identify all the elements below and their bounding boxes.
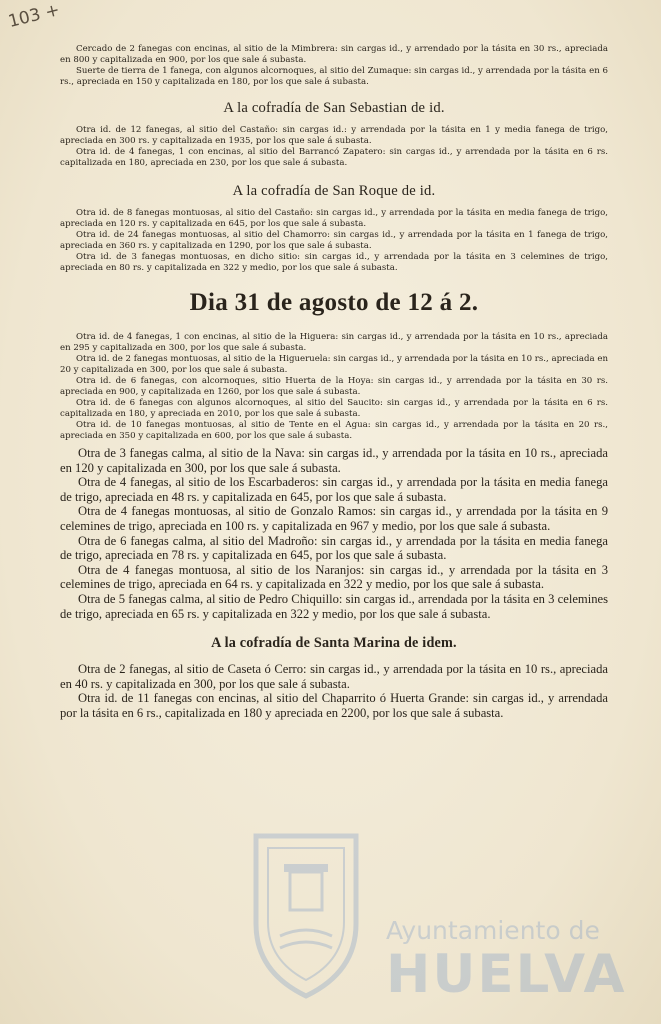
archive-watermark (250, 832, 627, 1022)
list-item: Otra de 4 fanegas montuosas, al sitio de Gonzalo Ramos: sin cargas id., y arrendada por la tásita en 9 celemines de trigo, apreciada en 100 rs. y capitalizada en 967 y medio, por los que sale á subasta. (60, 504, 608, 533)
document-body (60, 44, 608, 721)
list-item: Otra id. de 3 fanegas montuosas, en dicho sitio: sin cargas id., y arrendada por la tásita en 3 celemines de trigo, apreciada en 80 rs. y capitalizada en 322 y medio, por los que sale á subasta. (60, 252, 608, 273)
day-heading: Dia 31 de agosto de 12 á 2. (189, 289, 479, 316)
list-item: Otra id. de 12 fanegas, al sitio del Castaño: sin cargas id.: y arrendada por la tásita en 1 y media fanega de trigo, apreciada en 300 rs. y capitalizada en 1935, por los que sale á subasta. (60, 125, 608, 146)
list-item: Otra de 6 fanegas calma, al sitio del Madroño: sin cargas id., y arrendada por la tásita en media fanega de trigo, apreciada en 78 rs. y capitalizada en 645, por los que sale á subasta. (60, 533, 608, 563)
list-item: Otra id. de 4 fanegas, 1 con encinas, al sitio de la Higuera: sin cargas id., y arrendada por la tásita en 10 rs., apreciada en 295 y capitalizada en 300, por los que sale á subasta. (60, 332, 608, 353)
section-title-san-roque: A la cofradía de San Roque de id. (232, 183, 436, 199)
watermark-line-1: Ayuntamiento de (386, 916, 600, 945)
shield-icon (250, 832, 362, 1000)
watermark-line-2: HUELVA (386, 944, 627, 1005)
list-item: Otra id. de 4 fanegas, 1 con encinas, al sitio del Barrancó Zapatero: sin cargas id., y arrendada por la tásita en 6 rs. capitalizada en 180, apreciada en 230, por los que sale á subasta. (60, 147, 608, 168)
list-item: Otra id. de 2 fanegas montuosas, al sitio de la Higueruela: sin cargas id., y arrendada por la tásita en 10 rs., apreciada en 20 y capitalizada en 300, por los que sale á subasta. (60, 354, 608, 375)
intro-entry: Cercado de 2 fanegas con encinas, al sitio de la Mimbrera: sin cargas id., y arrendado por la tásita en 30 rs., apreciada en 800 y capitalizada en 900, por los que sale á subasta. (60, 44, 608, 65)
list-item: Otra de 3 fanegas calma, al sitio de la Nava: sin cargas id., y arrendada por la tásita en 10 rs., apreciada en 120 y capitalizada en 300, por los que sale á subasta. (60, 446, 608, 475)
list-item: Otra id. de 24 fanegas montuosas, al sitio del Chamorro: sin cargas id., y arrendada por la tásita en 1 fanega de trigo, apreciada en 360 rs. y capitalizada en 1290, por los que sale á subasta. (60, 230, 608, 251)
section-title-san-sebastian: A la cofradía de San Sebastian de id. (223, 100, 445, 116)
list-item: Otra de 2 fanegas, al sitio de Caseta ó Cerro: sin cargas id., y arrendada por la tásita en 10 rs., apreciada en 40 rs. y capitalizada en 300, por los que sale á subasta. (60, 662, 608, 691)
intro-entry: Suerte de tierra de 1 fanega, con algunos alcornoques, al sitio del Zumaque: sin cargas id., y arrendada por la tásita en 6 rs., apreciada en 150 y capitalizada en 180, por los que sale á subasta. (60, 66, 608, 87)
list-item: Otra de 4 fanegas, al sitio de los Escarbaderos: sin cargas id., y arrendada por la tásita en media fanega de trigo, apreciada en 48 rs. y capitalizada en 645, por los que sale á subasta. (60, 475, 608, 504)
list-item: Otra de 4 fanegas montuosa, al sitio de los Naranjos: sin cargas id., y arrendada por la tásita en 3 celemines de trigo, apreciada en 64 rs. y capitalizada en 322 y medio, por los que sale á subasta. (60, 562, 608, 592)
list-item: Otra id. de 8 fanegas montuosas, al sitio del Castaño: sin cargas id., y arrendada por la tásita en media fanega de trigo, apreciada en 120 rs. y capitalizada en 645, por los que sale á subasta. (60, 208, 608, 229)
handwritten-page-number: 103 + (6, 0, 62, 33)
section-title-santa-marina: A la cofradía de Santa Marina de idem. (211, 635, 457, 652)
list-item: Otra id. de 6 fanegas con algunos alcornoques, al sitio del Saucito: sin cargas id., y arrendada por la tásita en 6 rs. capitalizada en 180, y apreciada en 2010, por los que sale á subasta. (60, 398, 608, 419)
list-item: Otra id. de 6 fanegas, con alcornoques, sitio Huerta de la Hoya: sin cargas id., y arrendada por la tásita en 30 rs. apreciada en 900, y capitalizada en 1260, por los que sale á subasta. (60, 376, 608, 397)
list-item: Otra id. de 10 fanegas montuosas, al sitio de Tente en el Agua: sin cargas id., y arrendada por la tásita en 20 rs., apreciada en 350 y capitalizada en 600, por los que sale á subasta. (60, 420, 608, 441)
list-item: Otra id. de 11 fanegas con encinas, al sitio del Chaparrito ó Huerta Grande: sin cargas id., y arrendada por la tásita en 6 rs., capitalizada en 180 y apreciada en 2200, por los que sale á subasta. (60, 691, 608, 720)
list-item: Otra de 5 fanegas calma, al sitio de Pedro Chiquillo: sin cargas id., arrendada por la tásita en 3 celemines de trigo, apreciada en 65 rs. y capitalizada en 322 y medio, por los que sale á subasta. (60, 591, 608, 621)
